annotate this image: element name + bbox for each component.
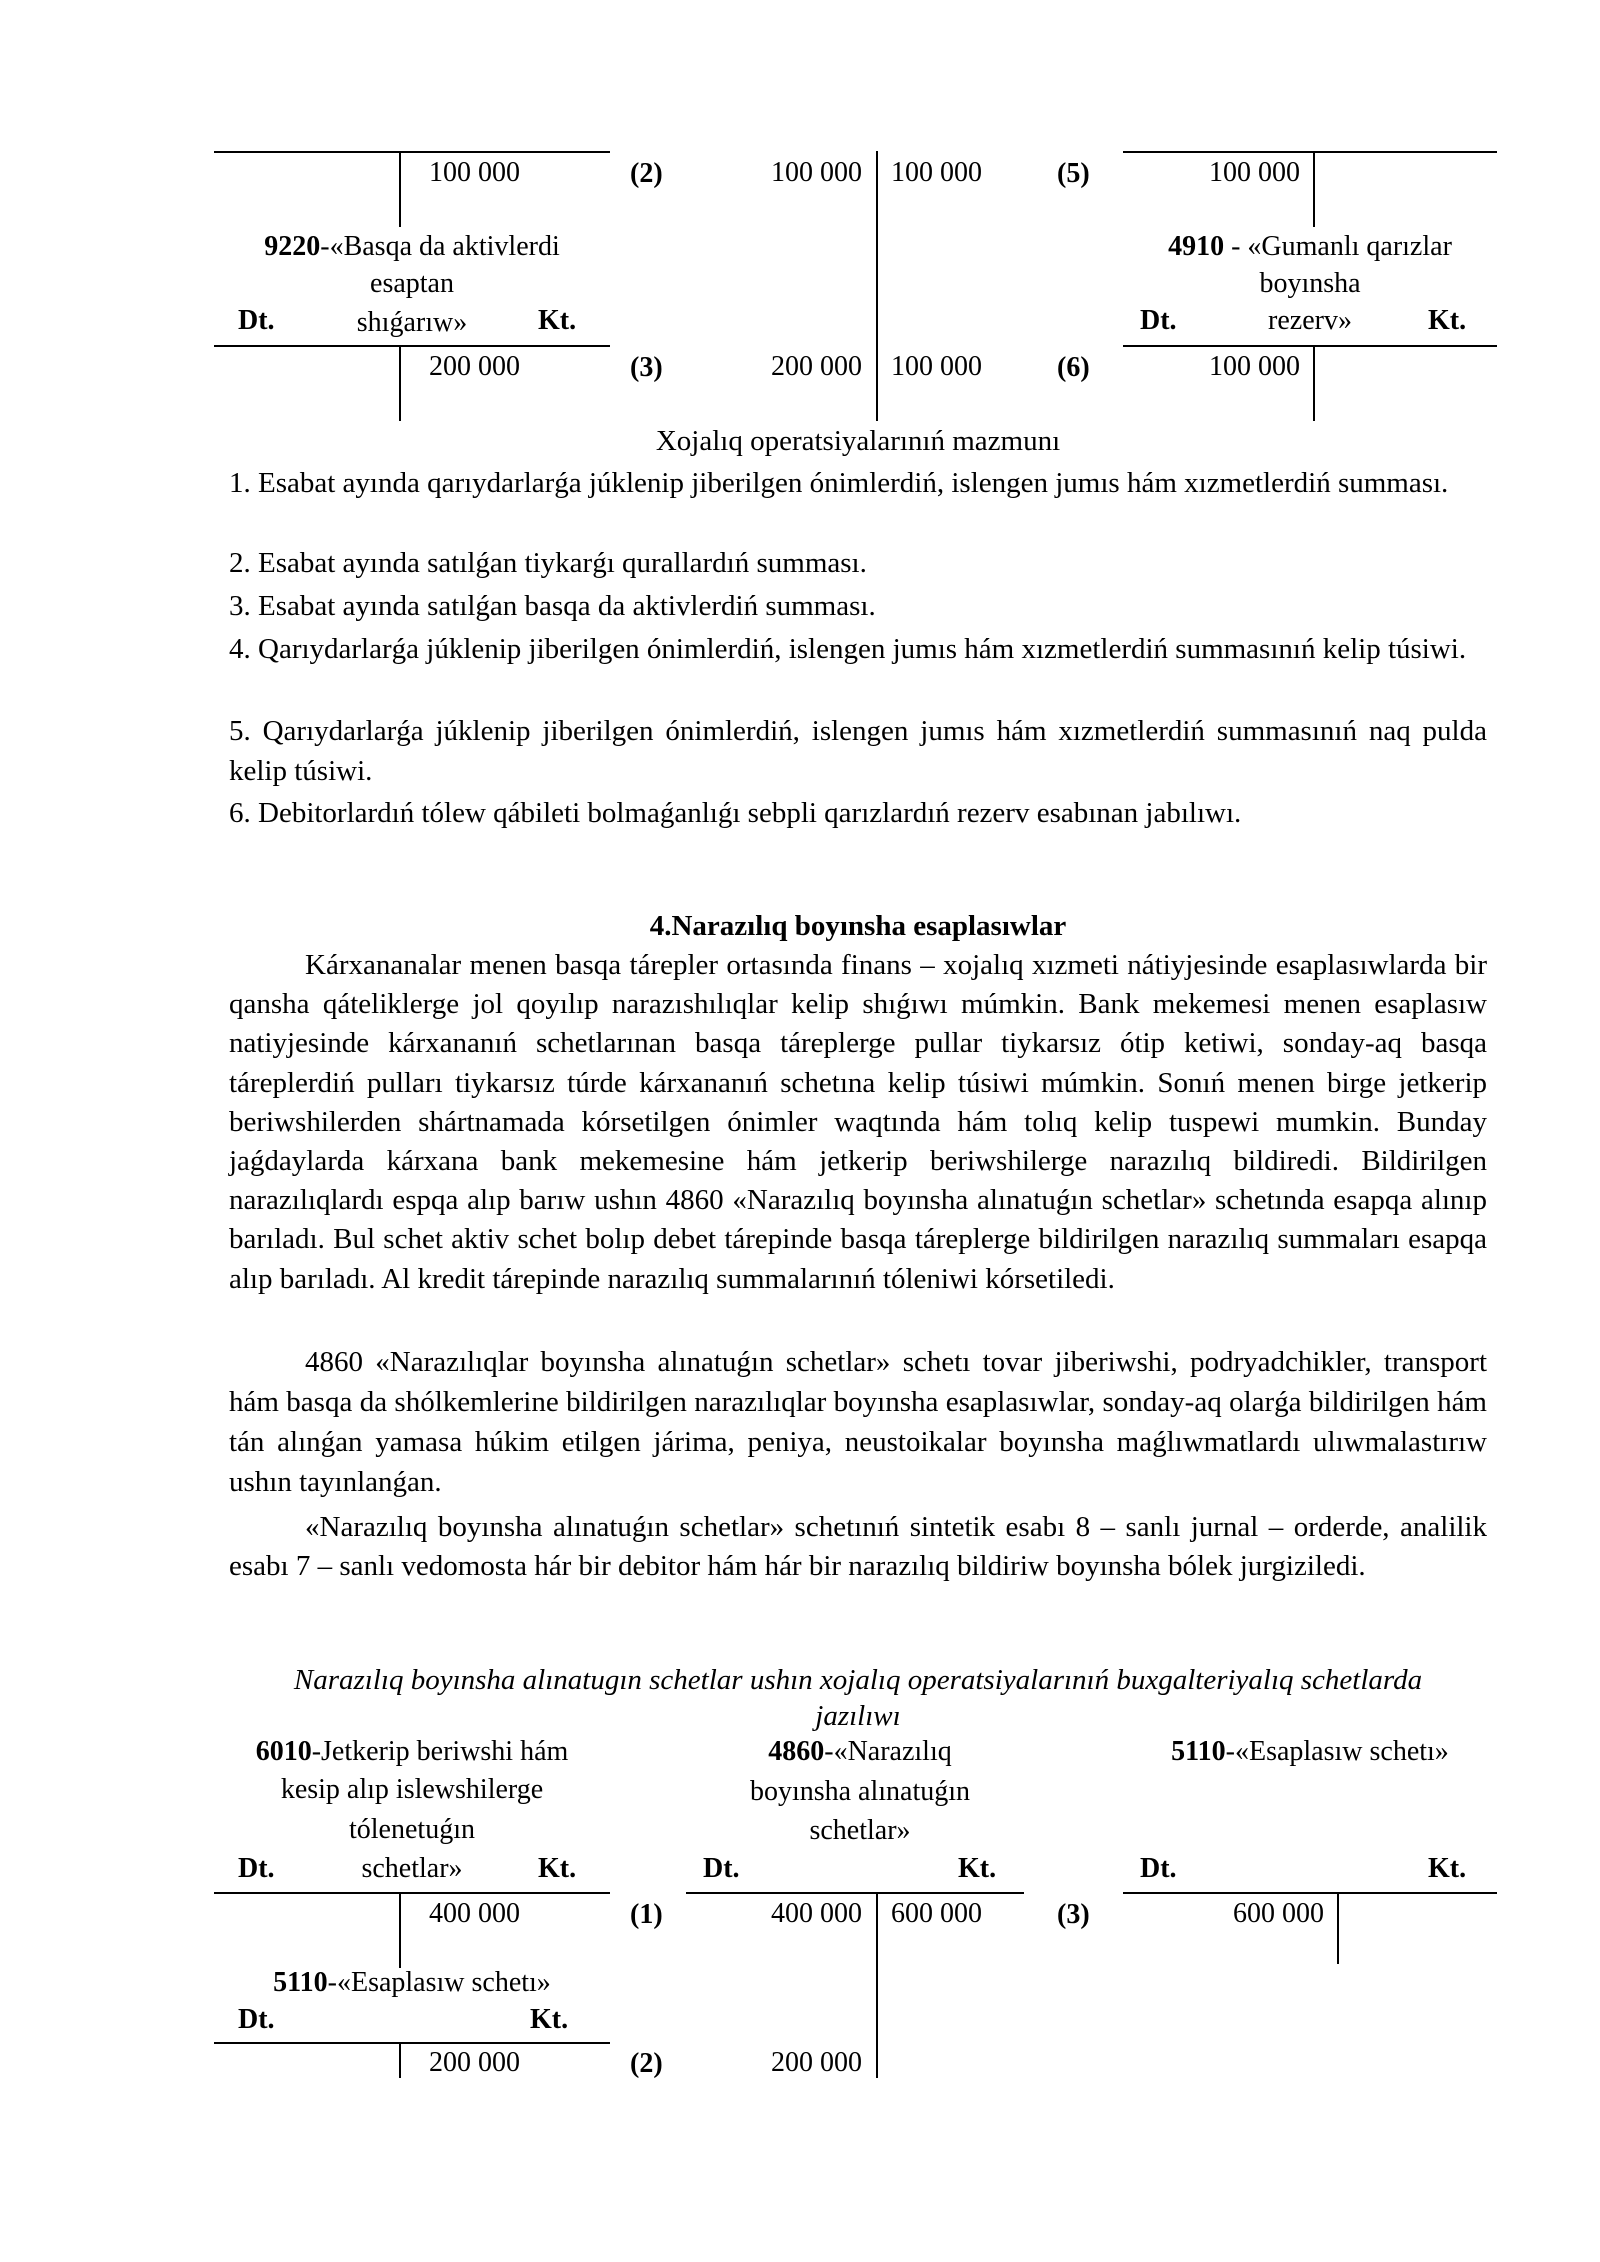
- t-account-top-line: [1123, 151, 1497, 153]
- operation-item: 1. Esabat ayında qarıydarlarǵa júklenip jiberilgen ónimlerdiń, islengen jumıs hám xızmetlerdiń summası.: [229, 467, 1449, 499]
- t-account-top-line: [1123, 345, 1497, 347]
- account-code: 4910: [1168, 231, 1225, 262]
- account-name: tólenetuǵın: [349, 1814, 475, 1845]
- operation-item: 2. Esabat ayında satılǵan tiykarǵı qurallardıń summası.: [229, 547, 867, 579]
- amount: 400 000: [429, 1898, 520, 1929]
- account-name: - «Gumanlı qarızlar: [1224, 231, 1452, 262]
- account-name: -Jetkerip beriwshi hám: [311, 1736, 569, 1767]
- credit-label: Kt.: [538, 305, 577, 336]
- t-account-top-line: [214, 151, 610, 153]
- account-name: schetlar»: [361, 1853, 463, 1884]
- account-name: boyınsha alınatuǵın: [749, 1776, 971, 1807]
- credit-label: Kt.: [530, 2004, 569, 2035]
- amount: 200 000: [429, 2047, 520, 2078]
- account-code: 6010: [255, 1736, 312, 1767]
- account-title: [214, 1966, 610, 2000]
- credit-label: Kt.: [1428, 1853, 1467, 1884]
- debit-label: Dt.: [238, 305, 275, 336]
- amount: 100 000: [891, 157, 982, 188]
- operation-number: (2): [630, 158, 663, 189]
- credit-label: Kt.: [1428, 305, 1467, 336]
- t-account-divider: [876, 151, 878, 421]
- t-account-divider: [1313, 345, 1315, 421]
- credit-label: Kt.: [958, 1853, 997, 1884]
- amount: 200 000: [429, 351, 520, 382]
- operation-item: 3. Esabat ayında satılǵan basqa da aktivlerdiń summası.: [229, 590, 876, 622]
- amount: 100 000: [429, 157, 520, 188]
- account-title: [214, 230, 610, 264]
- body-paragraph: Kárxananalar menen basqa tárepler ortasında finans – xojalıq xızmeti nátiyjesinde esaplasıwlarda bir qansha qáteliklerge jol qoyılıp narazıshılıqlar kelip shıǵıwı múmkin. Bank mekemesi menen esaplasıw natiyjesinde kárxananıń schetlarınan basqa táreplerge pullar tiykarsız ótip ketiwi, sonday-aq basqa táreplerdiń pulları tiykarsız túrde kárxananıń schetına kelip túsiwi múmkin. Sonıń menen birge jetkerip beriwshilerden shártnamada kórsetilgen ónimler waqtında hám tolıq kelip tuspewi mumkin. Bunday jaǵdaylarda kárxana bank mekemesine hám jetkerip beriwshilerge narazılıq bildiredi. Bildirilgen narazılıqlardı espqa alıp barıw ushın 4860 «Narazılıq boyınsha alınatuǵın schetlar» schetında esapqa alınıp barıladı. Bul schet aktiv schet bolıp debet tárepinde basqa táreplerge bildirilgen narazılıq summaları esapqa alıp barıladı. Al kredit tárepinde narazılıq summalarınıń tóleniwi kórsetiledi.: [229, 949, 1487, 1295]
- account-name: -«Esaplasıw schetı»: [327, 1967, 551, 1998]
- debit-label: Dt.: [1140, 1853, 1177, 1884]
- operations-heading: Xojalıq operatsiyalarınıń mazmunı: [655, 425, 1061, 457]
- operation-item: 4. Qarıydarlarǵa júklenip jiberilgen ónimlerdiń, islengen jumıs hám xızmetlerdiń summasınıń kelip túsiwi.: [229, 633, 1467, 665]
- account-name: shıǵarıw»: [356, 307, 468, 338]
- operation-number: (6): [1057, 352, 1090, 383]
- amount: 100 000: [1209, 157, 1300, 188]
- amount: 600 000: [891, 1898, 982, 1929]
- account-name: boyınsha: [1259, 268, 1361, 299]
- credit-label: Kt.: [538, 1853, 577, 1884]
- amount: 400 000: [771, 1898, 862, 1929]
- account-title: [1123, 1735, 1497, 1769]
- t-account-top-line: [686, 1892, 1024, 1894]
- account-name: -«Esaplasıw schetı»: [1225, 1736, 1449, 1767]
- t-account-top-line: [214, 2042, 610, 2044]
- t-account-divider: [1313, 151, 1315, 227]
- account-code: 5110: [273, 1967, 328, 1998]
- account-name: kesip alıp islewshilerge: [280, 1774, 544, 1805]
- account-code: 5110: [1171, 1736, 1226, 1767]
- debit-label: Dt.: [238, 2004, 275, 2035]
- amount: 100 000: [1209, 351, 1300, 382]
- account-code: 9220: [264, 231, 321, 262]
- operation-number: (1): [630, 1899, 663, 1930]
- t-account-divider: [876, 1892, 878, 2078]
- amount: 200 000: [771, 351, 862, 382]
- amount: 200 000: [771, 2047, 862, 2078]
- account-name: -«Narazılıq: [824, 1736, 952, 1767]
- debit-label: Dt.: [1140, 305, 1177, 336]
- operation-number: (2): [630, 2048, 663, 2079]
- amount: 100 000: [771, 157, 862, 188]
- debit-label: Dt.: [703, 1853, 740, 1884]
- account-name: -«Basqa da aktivlerdi: [320, 231, 560, 262]
- account-name: rezerv»: [1268, 305, 1352, 336]
- operation-item: 5. Qarıydarlarǵa júklenip jiberilgen ónimlerdiń, islengen jumıs hám xızmetlerdiń summasınıń naq pulda kelip túsiwi.: [229, 715, 1487, 787]
- t-account-top-line: [214, 1892, 610, 1894]
- account-name: schetlar»: [809, 1815, 911, 1846]
- caption: jazılıwı: [815, 1700, 901, 1732]
- account-title: [214, 1735, 610, 1769]
- caption: Narazılıq boyınsha alınatugın schetlar ushın xojalıq operatsiyalarınıń buxgalteriyalıq schetlarda: [293, 1664, 1423, 1696]
- body-paragraph: «Narazılıq boyınsha alınatuǵın schetlar» schetınıń sintetik esabı 8 – sanlı jurnal – orderde, analilik esabı 7 – sanlı vedomosta hár bir debitor hám hár bir narazılıq bildiriw boyınsha bólek jurgiziledi.: [229, 1511, 1487, 1582]
- amount: 100 000: [891, 351, 982, 382]
- body-paragraph: 4860 «Narazılıqlar boyınsha alınatuǵın schetlar» schetı tovar jiberiwshi, podryadchikler, transport hám basqa da shólkemlerine bildirilgen narazılıqlar boyınsha esaplasıwlar, sonday-aq olarǵa bildirilgen hám tán alınǵan yamasa húkim etilgen járima, peniya, neustoikalar boyınsha maǵlıwmatlardı ulıwmalastırıw ushın tayınlanǵan.: [229, 1346, 1487, 1498]
- operation-number: (5): [1057, 158, 1090, 189]
- debit-label: Dt.: [238, 1853, 275, 1884]
- account-name: esaptan: [370, 268, 454, 299]
- operation-number: (3): [630, 352, 663, 383]
- t-account-divider: [1337, 1892, 1339, 1964]
- t-account-top-line: [214, 345, 610, 347]
- operation-item: 6. Debitorlardıń tólew qábileti bolmaǵanlıǵı sebpli qarızlardıń rezerv esabınan jabılıwı.: [229, 797, 1242, 829]
- section-title: 4.Narazılıq boyınsha esaplasıwlar: [649, 910, 1067, 942]
- t-account-top-line: [1123, 1892, 1497, 1894]
- account-title: [1123, 230, 1497, 264]
- amount: 600 000: [1233, 1898, 1324, 1929]
- account-title: [700, 1735, 1020, 1769]
- operation-number: (3): [1057, 1899, 1090, 1930]
- account-code: 4860: [768, 1736, 825, 1767]
